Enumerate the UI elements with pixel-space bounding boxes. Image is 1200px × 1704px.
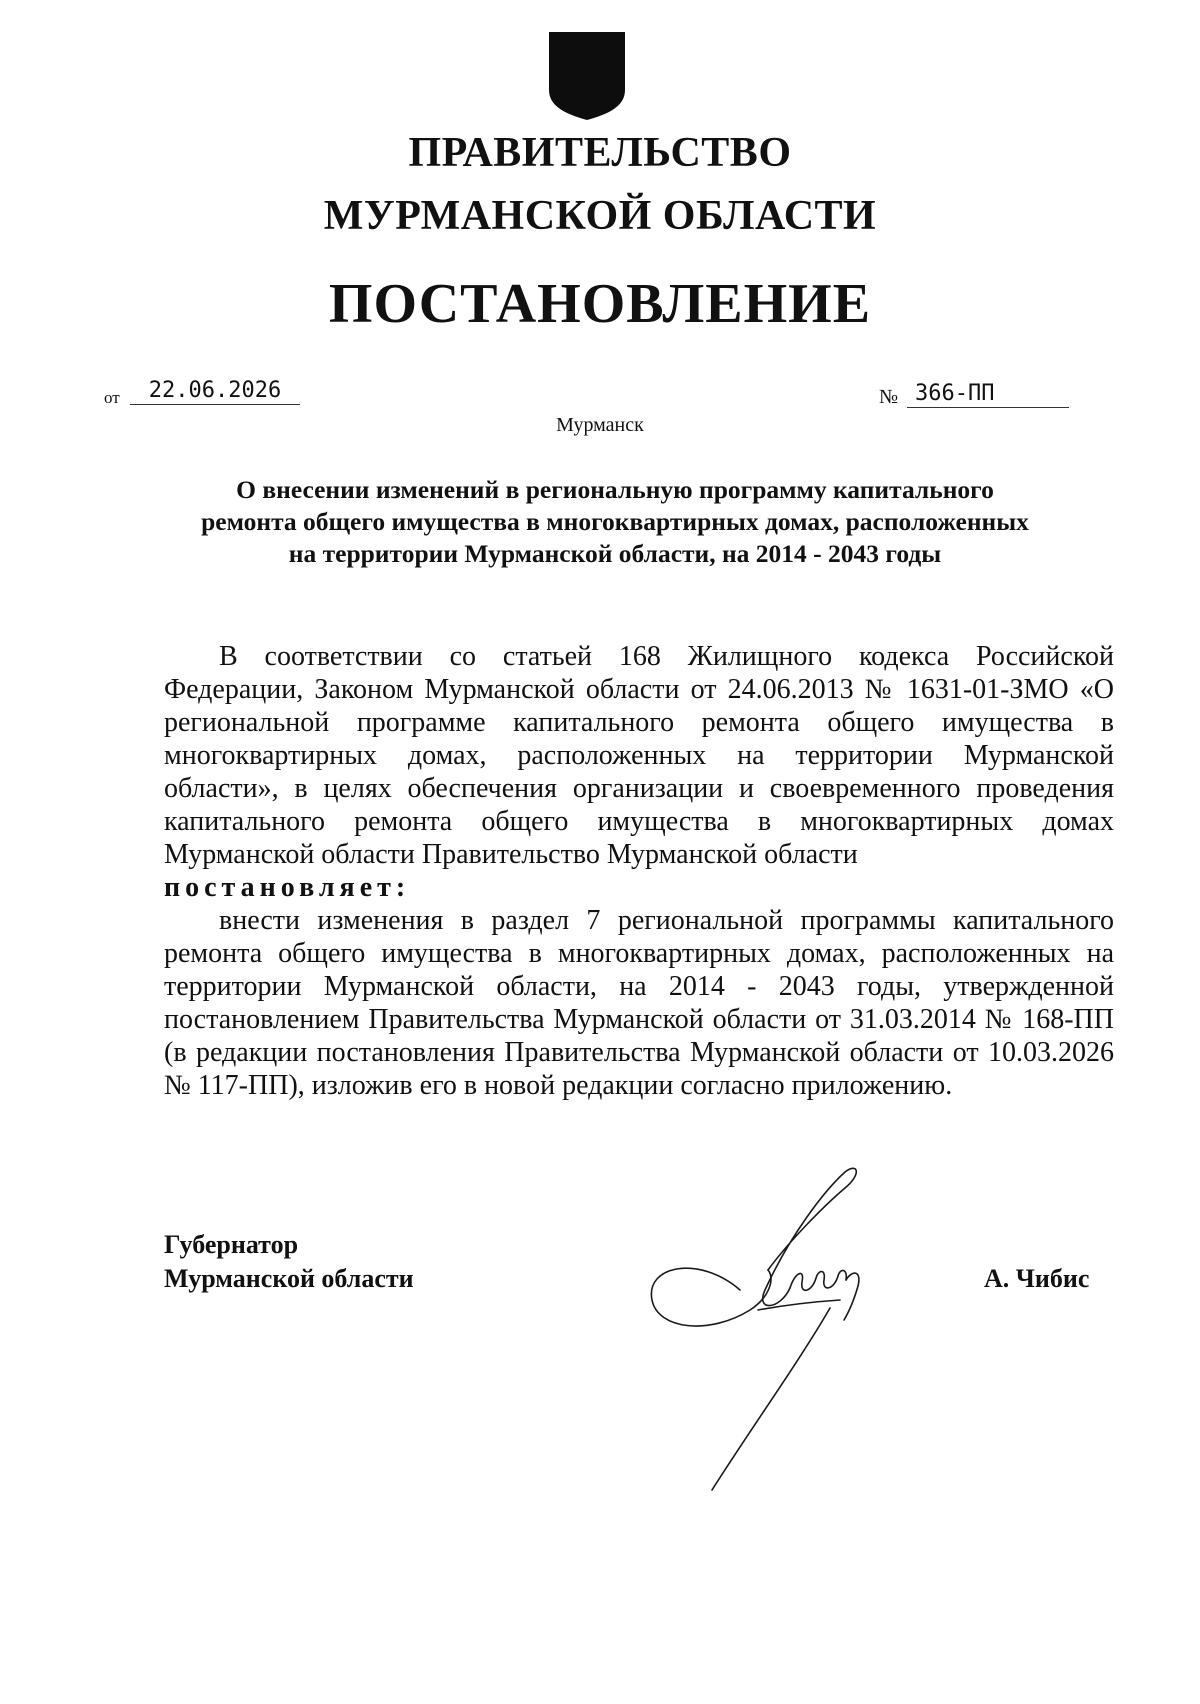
date-value: 22.06.2026 [130, 378, 300, 405]
coat-of-arms-icon [547, 30, 627, 122]
handwritten-signature-icon [640, 1160, 940, 1510]
signer-title [164, 1228, 414, 1296]
subject-line: ремонта общего имущества в многоквартирных домах, расположенных [201, 507, 1029, 536]
resolves-word: постановляет: [164, 872, 411, 903]
signer-name: А. Чибис [984, 1264, 1090, 1293]
decree-date [104, 378, 304, 408]
subject-line: на территории Мурманской области, на 2014 - 2043 годы [288, 539, 942, 568]
operative-paragraph: внести изменения в раздел 7 региональной программы капитального ремонта общего имущества в многоквартирных домах, расположенных на территории Мурманской области, на 2014 - 2043 годы, утвержденной постановлением Правительства Мурманской области от 31.03.2014 № 168-ПП (в редакции постановления Правительства Мурманской области от 10.03.2026 № 117-ПП), изложив его в новой редакции согласно приложению. [164, 905, 1114, 1101]
preamble-paragraph [164, 640, 1114, 904]
city-name: Мурманск [556, 414, 644, 436]
number-prefix: № [879, 386, 899, 408]
decree-subject [150, 474, 1080, 570]
subject-line: О внесении изменений в региональную программу капитального [236, 475, 994, 504]
date-prefix: от [104, 388, 120, 407]
signer-title-line: Губернатор [164, 1230, 299, 1259]
preamble-text: В соответствии со статьей 168 Жилищного кодекса Российской Федерации, Законом Мурманской области от 24.06.2013 № 1631-01-ЗМО «О региональной программе капитального ремонта общего имущества в многоквартирных домах, расположенных на территории Мурманской области», в целях обеспечения организации и своевременного проведения капитального ремонта общего имущества в многоквартирных домах Мурманской области Правительство Мурманской области [164, 641, 1114, 870]
decree-number [879, 380, 1079, 410]
government-name-line1: ПРАВИТЕЛЬСТВО [408, 130, 792, 176]
signer-title-line: Мурманской области [164, 1264, 414, 1293]
number-value: 366-ПП [907, 380, 1069, 408]
document-type-title: ПОСТАНОВЛЕНИЕ [328, 273, 872, 335]
decree-body [164, 640, 1114, 1102]
government-name-line2: МУРМАНСКОЙ ОБЛАСТИ [323, 193, 877, 239]
